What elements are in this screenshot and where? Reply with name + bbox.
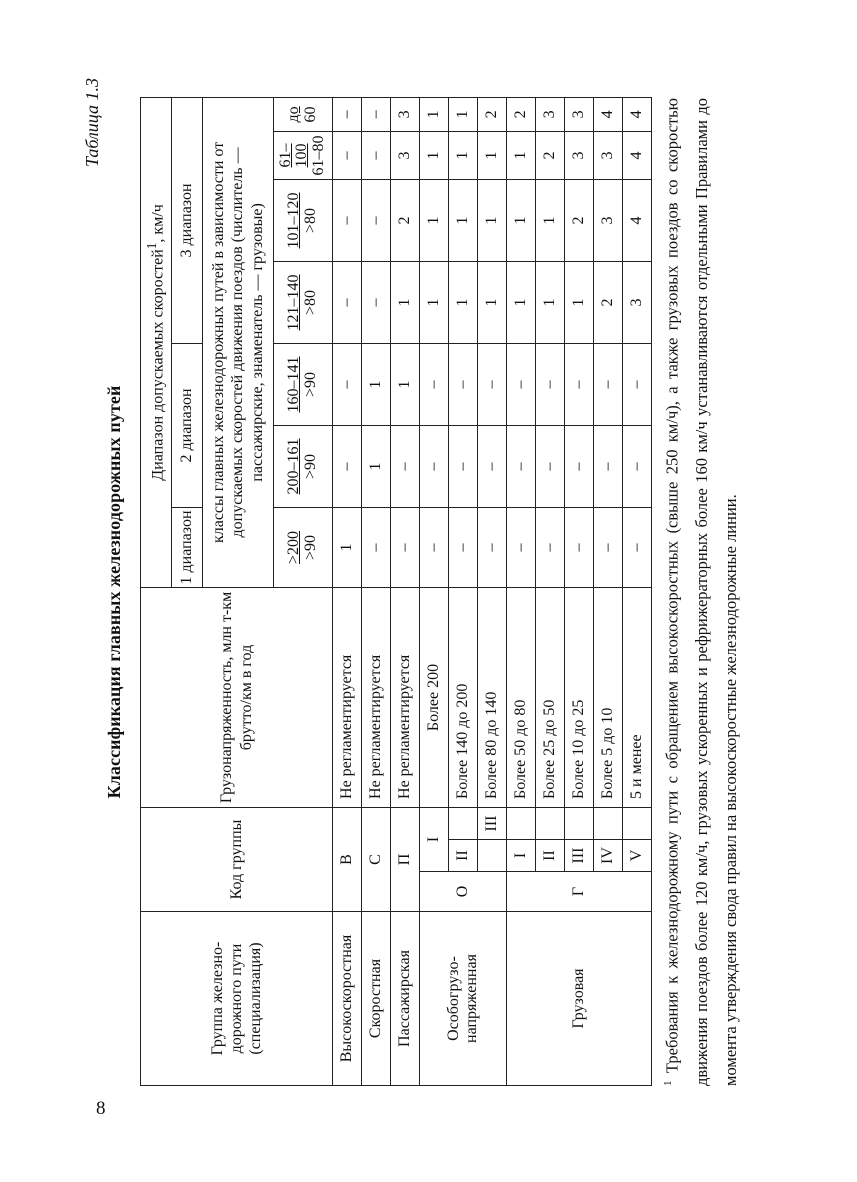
subcode-cell-empty — [536, 807, 565, 839]
class-cell: – — [333, 425, 362, 507]
group-cell: Пассажирская — [391, 912, 420, 1086]
class-cell: 2 — [565, 179, 594, 261]
group-cell: Грузовая — [507, 912, 652, 1086]
subcode-cell: V — [623, 840, 652, 872]
subcode-cell: IV — [594, 840, 623, 872]
header-code: Код группы — [141, 807, 333, 911]
freight-cell: Не регламентируется — [362, 587, 391, 807]
class-cell: – — [507, 507, 536, 587]
class-cell: – — [333, 97, 362, 131]
class-cell: 2 — [536, 131, 565, 179]
table-row — [507, 97, 536, 1085]
class-cell: 1 — [536, 261, 565, 343]
class-cell: – — [623, 425, 652, 507]
table-row — [333, 97, 362, 1085]
class-cell: 3 — [565, 131, 594, 179]
class-cell: – — [449, 507, 478, 587]
code-cell: Г — [507, 872, 652, 912]
subcode-cell-empty — [594, 807, 623, 839]
header-range-1: 1 диапазон — [172, 507, 203, 587]
header-row-1 — [141, 97, 172, 1085]
class-cell: 3 — [594, 179, 623, 261]
class-cell: 3 — [391, 97, 420, 131]
freight-cell: Более 200 — [420, 587, 449, 807]
class-cell: 2 — [478, 97, 507, 131]
speed-col-header: 121–140 >80 — [274, 261, 333, 343]
class-cell: – — [420, 425, 449, 507]
subcode-cell: II — [449, 840, 478, 872]
subcode-cell: III — [565, 840, 594, 872]
header-group: Группа железно-дорожного пути (специализация) — [141, 912, 333, 1086]
class-cell: – — [623, 343, 652, 425]
class-cell: – — [478, 425, 507, 507]
class-cell: 1 — [362, 343, 391, 425]
class-cell: 4 — [623, 179, 652, 261]
code-cell: В — [333, 807, 362, 911]
class-cell: – — [536, 507, 565, 587]
group-cell: Особогрузо-напряженная — [420, 912, 507, 1086]
freight-cell: Более 80 до 140 — [478, 587, 507, 807]
speed-col-header: до 60 — [274, 97, 333, 131]
class-cell: 3 — [391, 131, 420, 179]
speed-col-header: 61–100 61–80 — [274, 131, 333, 179]
subcode-cell: II — [536, 840, 565, 872]
footnote — [654, 98, 745, 1086]
class-cell: – — [333, 343, 362, 425]
header-speed-range: Диапазон допускаемых скоростей$^1$, км/ч — [141, 97, 172, 587]
speed-col-header: 160–141 >90 — [274, 343, 333, 425]
subcode-cell: III — [478, 807, 507, 839]
class-cell: 1 — [449, 261, 478, 343]
class-cell: – — [536, 343, 565, 425]
class-cell: – — [565, 507, 594, 587]
class-cell: – — [362, 131, 391, 179]
class-cell: 1 — [391, 261, 420, 343]
class-cell: – — [507, 425, 536, 507]
class-cell: 1 — [507, 261, 536, 343]
class-cell: – — [565, 343, 594, 425]
table-title: Классификация главных железнодорожных путей — [104, 385, 124, 799]
speed-col-header: >200 >90 — [274, 507, 333, 587]
class-cell: 1 — [478, 131, 507, 179]
subcode-cell-empty — [478, 840, 507, 872]
freight-cell: 5 и менее — [623, 587, 652, 807]
class-cell: – — [362, 97, 391, 131]
class-cell: 1 — [391, 343, 420, 425]
table-row — [420, 97, 449, 1085]
class-cell: 4 — [623, 97, 652, 131]
class-cell: – — [565, 425, 594, 507]
class-cell: 1 — [362, 425, 391, 507]
class-cell: – — [420, 343, 449, 425]
class-cell: 1 — [536, 179, 565, 261]
class-cell: 3 — [536, 97, 565, 131]
freight-cell: Более 10 до 25 — [565, 587, 594, 807]
class-cell: – — [333, 261, 362, 343]
class-cell: – — [594, 343, 623, 425]
class-cell: – — [362, 179, 391, 261]
class-cell: 1 — [565, 261, 594, 343]
page-number: 8 — [96, 1098, 106, 1119]
subcode-cell-empty — [623, 807, 652, 839]
code-cell: П — [391, 807, 420, 911]
table-row — [362, 97, 391, 1085]
subcode-cell: I — [420, 807, 449, 871]
group-cell: Скоростная — [362, 912, 391, 1086]
class-cell: 1 — [449, 97, 478, 131]
table-row — [391, 97, 420, 1085]
class-cell: – — [449, 343, 478, 425]
freight-cell: Более 5 до 10 — [594, 587, 623, 807]
class-cell: – — [333, 131, 362, 179]
class-cell: 1 — [420, 131, 449, 179]
freight-cell: Более 140 до 200 — [449, 587, 478, 807]
freight-cell: Более 25 до 50 — [536, 587, 565, 807]
class-cell: – — [362, 507, 391, 587]
header-freight: Грузонапряженность, млн т-км брутто/км в год — [141, 587, 333, 807]
classification-table-wrapper — [140, 98, 652, 1086]
code-cell: С — [362, 807, 391, 911]
header-range-2: 2 диапазон — [172, 343, 203, 507]
class-cell: – — [449, 425, 478, 507]
class-cell: 1 — [478, 261, 507, 343]
class-cell: – — [478, 343, 507, 425]
class-cell: 4 — [594, 97, 623, 131]
subcode-cell-empty — [449, 807, 478, 839]
classification-table — [140, 97, 652, 1086]
class-cell: – — [391, 507, 420, 587]
speed-col-header: 200–161 >90 — [274, 425, 333, 507]
class-cell: 2 — [507, 97, 536, 131]
class-cell: – — [507, 343, 536, 425]
header-range-3: 3 диапазон — [172, 97, 203, 343]
class-cell: – — [391, 425, 420, 507]
freight-cell: Более 50 до 80 — [507, 587, 536, 807]
class-cell: – — [420, 507, 449, 587]
class-cell: – — [594, 425, 623, 507]
class-cell: 4 — [623, 131, 652, 179]
class-cell: – — [333, 179, 362, 261]
speed-col-header: 101–120 >80 — [274, 179, 333, 261]
class-cell: 3 — [565, 97, 594, 131]
class-cell: 3 — [623, 261, 652, 343]
subcode-cell: I — [507, 840, 536, 872]
class-cell: 1 — [333, 507, 362, 587]
class-cell: 1 — [449, 179, 478, 261]
table-caption: Таблица 1.3 — [82, 78, 102, 168]
class-cell: 1 — [449, 131, 478, 179]
class-cell: 2 — [391, 179, 420, 261]
class-cell: 1 — [507, 131, 536, 179]
class-cell: 2 — [594, 261, 623, 343]
class-cell: – — [478, 507, 507, 587]
class-cell: 3 — [594, 131, 623, 179]
class-cell: – — [362, 261, 391, 343]
class-cell: 1 — [420, 261, 449, 343]
code-cell: О — [420, 872, 507, 912]
subcode-cell-empty — [565, 807, 594, 839]
class-cell: 1 — [420, 97, 449, 131]
class-cell: – — [594, 507, 623, 587]
footnote-mark: 1 — [662, 1080, 674, 1086]
footnote-text: Требования к железнодорожному пути с обращением высокоскоростных (свыше 250 км/ч), а также грузовых поездов со скоростью движения поездов более 120 км/ч, грузовых ускоренных и рефрижераторных более 160 км/ч устанавливаются отдельными Правилами до момента утверждения свода правил на высокоскоростные железнодорожные линии. — [662, 98, 740, 1086]
group-cell: Высокоскоростная — [333, 912, 362, 1086]
class-cell: 1 — [507, 179, 536, 261]
freight-cell: Не регламентируется — [333, 587, 362, 807]
class-cell: – — [536, 425, 565, 507]
class-cell: 1 — [420, 179, 449, 261]
header-classes-note: классы главных железнодорожных путей в зависимости от допускаемых скоростей движения поездов (числитель — пассажирские, знаменатель — грузовые) — [203, 97, 274, 587]
class-cell: 1 — [478, 179, 507, 261]
class-cell: – — [623, 507, 652, 587]
subcode-cell-empty — [507, 807, 536, 839]
freight-cell: Не регламентируется — [391, 587, 420, 807]
